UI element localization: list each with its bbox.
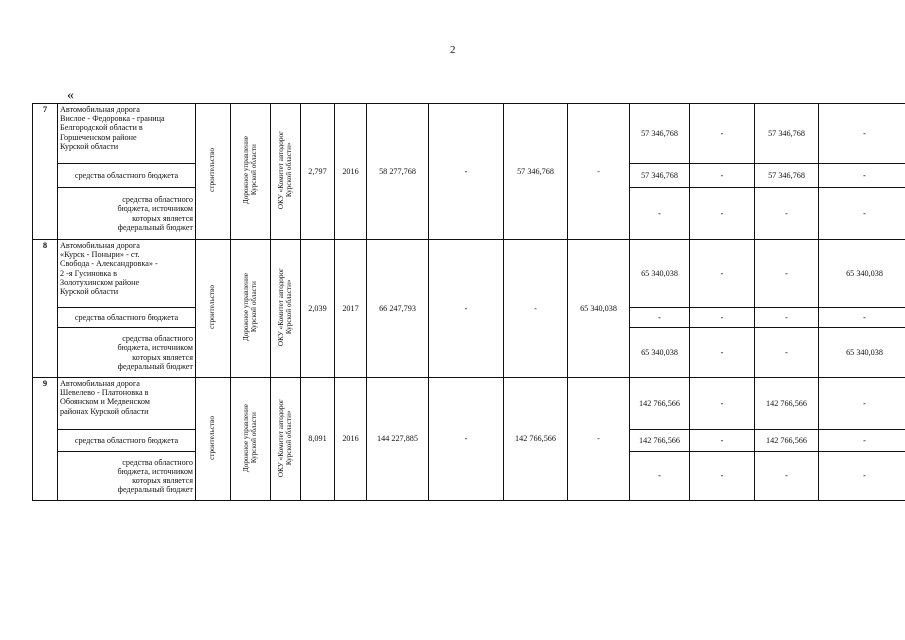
cost-value: 66 247,793 bbox=[367, 240, 429, 378]
source-federal-budget: средства областного бюджета, источником которых является федеральный бюджет bbox=[58, 188, 196, 240]
finance-cell: - bbox=[755, 240, 819, 308]
source-federal-budget: средства областного бюджета, источником которых является федеральный бюджет bbox=[58, 452, 196, 501]
finance-cell: - bbox=[690, 104, 755, 164]
year-value: 2016 bbox=[335, 378, 367, 501]
finance-cell: - bbox=[755, 328, 819, 378]
finance-cell: - bbox=[630, 188, 690, 240]
table-row bbox=[33, 104, 905, 164]
finance-cell: 57 346,768 bbox=[755, 104, 819, 164]
page-number: 2 bbox=[450, 44, 456, 56]
amount-col-1: - bbox=[429, 240, 504, 378]
finance-cell: 65 340,038 bbox=[819, 240, 905, 308]
work-type-text: строительство bbox=[208, 148, 217, 193]
customer bbox=[231, 104, 271, 240]
finance-cell: - bbox=[690, 328, 755, 378]
amount-col-3: - bbox=[568, 378, 630, 501]
work-type bbox=[196, 104, 231, 240]
length-value: 2,797 bbox=[301, 104, 335, 240]
customer-text: Дорожное управление Курской области bbox=[241, 273, 258, 342]
customer-text: Дорожное управление Курской области bbox=[241, 136, 258, 205]
finance-cell: - bbox=[819, 430, 905, 452]
finance-cell: - bbox=[755, 188, 819, 240]
object-name: Автомобильная дорога Шевелево - Платоновка в Обоянском и Медвенском районах Курской области bbox=[58, 378, 196, 430]
row-number: 9 bbox=[33, 378, 58, 501]
finance-cell: - bbox=[819, 164, 905, 188]
work-type-text: строительство bbox=[208, 285, 217, 330]
finance-cell: - bbox=[755, 308, 819, 328]
finance-cell: 57 346,768 bbox=[755, 164, 819, 188]
customer-text: Дорожное управление Курской области bbox=[241, 403, 258, 472]
finance-cell: - bbox=[819, 308, 905, 328]
table-row bbox=[33, 378, 905, 430]
work-type bbox=[196, 240, 231, 378]
executor-text: ОКУ «Комитет автодорог Курской области» bbox=[276, 131, 293, 210]
finance-cell: 142 766,566 bbox=[755, 378, 819, 430]
finance-cell: 65 340,038 bbox=[819, 328, 905, 378]
finance-cell: - bbox=[819, 104, 905, 164]
executor bbox=[271, 240, 301, 378]
amount-col-1: - bbox=[429, 378, 504, 501]
customer bbox=[231, 240, 271, 378]
row-number: 7 bbox=[33, 104, 58, 240]
object-name: Автомобильная дорога Вислое - Федоровка - граница Белгородской области в Горшеченском районе Курской области bbox=[58, 104, 196, 164]
finance-cell: - bbox=[755, 452, 819, 501]
cost-value: 58 277,768 bbox=[367, 104, 429, 240]
amount-col-2: - bbox=[504, 240, 568, 378]
finance-cell: - bbox=[819, 452, 905, 501]
work-type-text: строительство bbox=[208, 415, 217, 460]
finance-cell: - bbox=[630, 308, 690, 328]
finance-cell: - bbox=[690, 378, 755, 430]
opening-quote-mark: « bbox=[67, 88, 74, 103]
amount-col-2: 57 346,768 bbox=[504, 104, 568, 240]
finance-cell: 142 766,566 bbox=[755, 430, 819, 452]
source-regional-budget: средства областного бюджета bbox=[58, 308, 196, 328]
amount-col-3: - bbox=[568, 104, 630, 240]
finance-cell: - bbox=[690, 430, 755, 452]
finance-cell: - bbox=[690, 308, 755, 328]
table-row bbox=[33, 240, 905, 308]
year-value: 2017 bbox=[335, 240, 367, 378]
length-value: 2,039 bbox=[301, 240, 335, 378]
executor-text: ОКУ «Комитет автодорог Курской области» bbox=[276, 398, 293, 477]
finance-cell: - bbox=[690, 452, 755, 501]
finance-cell: - bbox=[690, 164, 755, 188]
finance-cell: - bbox=[819, 378, 905, 430]
amount-col-1: - bbox=[429, 104, 504, 240]
finance-cell: 142 766,566 bbox=[630, 378, 690, 430]
object-name: Автомобильная дорога «Курск - Поныри» - ст. Свобода - Александровка» - 2 -я Гусиновка в Золотухинском районе Курской области bbox=[58, 240, 196, 308]
finance-cell: 65 340,038 bbox=[630, 328, 690, 378]
row-number: 8 bbox=[33, 240, 58, 378]
amount-col-3: 65 340,038 bbox=[568, 240, 630, 378]
finance-cell: - bbox=[630, 452, 690, 501]
finance-cell: 65 340,038 bbox=[630, 240, 690, 308]
objects-table bbox=[32, 103, 905, 501]
length-value: 8,091 bbox=[301, 378, 335, 501]
customer bbox=[231, 378, 271, 501]
executor bbox=[271, 378, 301, 501]
finance-cell: - bbox=[690, 240, 755, 308]
source-regional-budget: средства областного бюджета bbox=[58, 164, 196, 188]
finance-cell: - bbox=[819, 188, 905, 240]
cost-value: 144 227,885 bbox=[367, 378, 429, 501]
finance-cell: 142 766,566 bbox=[630, 430, 690, 452]
source-federal-budget: средства областного бюджета, источником которых является федеральный бюджет bbox=[58, 328, 196, 378]
executor bbox=[271, 104, 301, 240]
finance-cell: - bbox=[690, 188, 755, 240]
year-value: 2016 bbox=[335, 104, 367, 240]
amount-col-2: 142 766,566 bbox=[504, 378, 568, 501]
source-regional-budget: средства областного бюджета bbox=[58, 430, 196, 452]
executor-text: ОКУ «Комитет автодорог Курской области» bbox=[276, 268, 293, 347]
work-type bbox=[196, 378, 231, 501]
finance-cell: 57 346,768 bbox=[630, 104, 690, 164]
finance-cell: 57 346,768 bbox=[630, 164, 690, 188]
